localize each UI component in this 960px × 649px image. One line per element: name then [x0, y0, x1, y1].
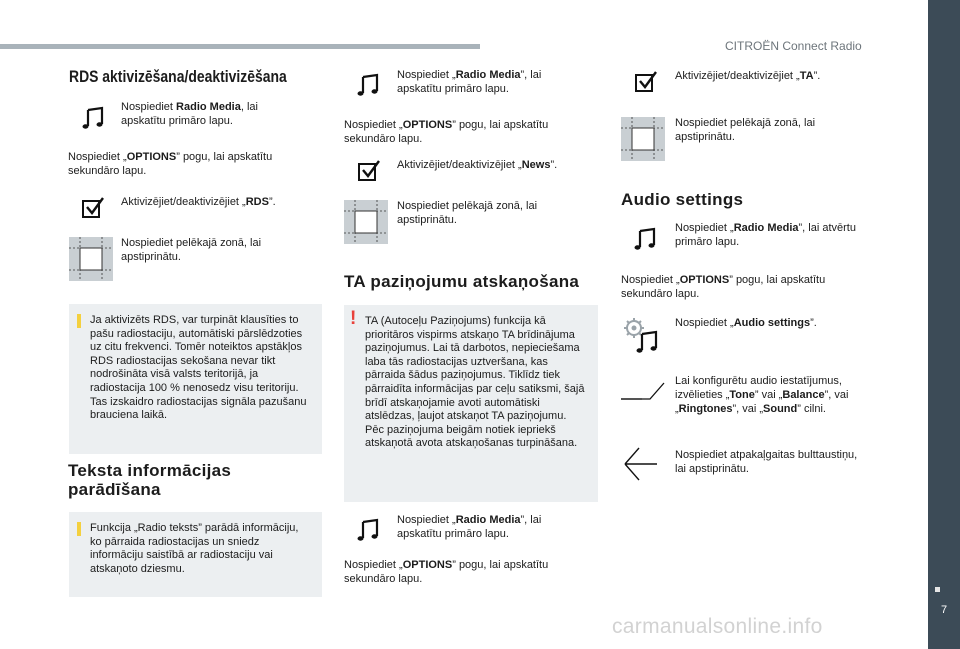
step-text: Nospiediet atpakaļgaitas bulttaustiņu, lai apstiprinātu.: [675, 449, 858, 475]
grey-zone-icon: [621, 117, 665, 161]
section-title-rds: RDS aktivizēšana/deaktivizēšana: [69, 67, 287, 86]
note-marker: [77, 314, 81, 328]
info-note-radiotext: Funkcija „Radio teksts” parādā informāciju, ko pārraida radiostacijas un sniedz informāciju saistībā ar radiostaciju vai atskaņoto dziesmu.: [69, 512, 322, 597]
section-title-text-info: Teksta informācijas parādīšana: [68, 461, 232, 499]
side-band: [928, 0, 960, 649]
section-title-ta: TA paziņojumu atskaņošana: [344, 272, 580, 291]
grey-zone-icon: [69, 237, 113, 281]
step-text: Lai konfigurētu audio iestatījumus, izvēlieties „Tone” vai „Balance”, vai „Ringtones”, vai „Sound” cilni.: [675, 375, 849, 415]
brand-label: CITROËN Connect Radio: [725, 39, 862, 53]
checkbox-icon: [632, 67, 662, 97]
page-dot: [935, 587, 940, 592]
music-note-icon: [631, 224, 661, 254]
music-note-icon: [354, 515, 384, 545]
step-text: Nospiediet „OPTIONS” pogu, lai apskatītu sekundāro lapu.: [68, 151, 273, 177]
watermark: carmanualsonline.info: [612, 615, 823, 638]
step-text: Nospiediet „Radio Media”, lai apskatītu primāro lapu.: [397, 69, 542, 95]
step-text: Nospiediet „Radio Media”, lai apskatītu primāro lapu.: [397, 514, 542, 540]
header-rule: [0, 44, 480, 49]
gear-music-icon: [622, 316, 662, 356]
step-text: Nospiediet pelēkajā zonā, lai apstiprinātu.: [121, 237, 262, 263]
tab-slider-icon: [620, 379, 666, 403]
step-text: Nospiediet pelēkajā zonā, lai apstiprinātu.: [397, 200, 538, 226]
step-text: Nospiediet „Audio settings”.: [675, 317, 817, 329]
step-text: Nospiediet Radio Media, lai apskatītu primāro lapu.: [121, 101, 258, 127]
grey-zone-icon: [344, 200, 388, 244]
section-title-audio: Audio settings: [621, 190, 744, 209]
music-note-icon: [354, 70, 384, 100]
step-text: Aktivizējiet/deaktivizējiet „News”.: [397, 159, 558, 171]
step-text: Nospiediet „OPTIONS” pogu, lai apskatītu sekundāro lapu.: [344, 559, 549, 585]
warning-note-ta: ! TA (Autoceļu Paziņojums) funkcija kā prioritāros vispirms atskaņo TA brīdinājuma paziņojumus. Lai tā darbotos, nepieciešama laba tās radiostacijas uztveršana, kas pārraida šādus paziņojumus. Tiklīdz tiek pārraidīta informācijas par ceļu satiksmi, šajā brīdī atskaņojamie avoti automātiski atslēdzas, ļaujot atskaņot TA paziņojumu. Pēc paziņojuma beigām notiek iepriekš atskaņotā avota atskaņošanas turpināšana.: [344, 305, 598, 502]
step-text: Nospiediet „OPTIONS” pogu, lai apskatītu sekundāro lapu.: [621, 274, 826, 300]
step-text: Aktivizējiet/deaktivizējiet „TA”.: [675, 70, 821, 82]
page-number: 7: [940, 604, 948, 616]
music-note-icon: [79, 103, 109, 133]
checkbox-icon: [79, 193, 109, 223]
checkbox-icon: [355, 156, 385, 186]
info-note-rds: Ja aktivizēts RDS, var turpināt klausīties to pašu radiostaciju, automātiski pārslēdzoties uz citu frekvenci. Tomēr noteiktos apstākļos RDS radiostacijas sekošana nevar tikt nodrošināta visā valsts teritorijā, ja radiostacija 100 % nenosedz visu teritoriju. Tas izskaidro radiostacijas signāla pazušanu brauciena laikā.: [69, 304, 322, 454]
note-marker: [77, 522, 81, 536]
step-text: Aktivizējiet/deaktivizējiet „RDS”.: [121, 196, 276, 208]
warning-icon: !: [350, 308, 357, 329]
step-text: Nospiediet „Radio Media”, lai atvērtu primāro lapu.: [675, 222, 856, 248]
back-arrow-icon: [621, 444, 661, 484]
step-text: Nospiediet „OPTIONS” pogu, lai apskatītu sekundāro lapu.: [344, 119, 549, 145]
step-text: Nospiediet pelēkajā zonā, lai apstiprinātu.: [675, 117, 816, 143]
